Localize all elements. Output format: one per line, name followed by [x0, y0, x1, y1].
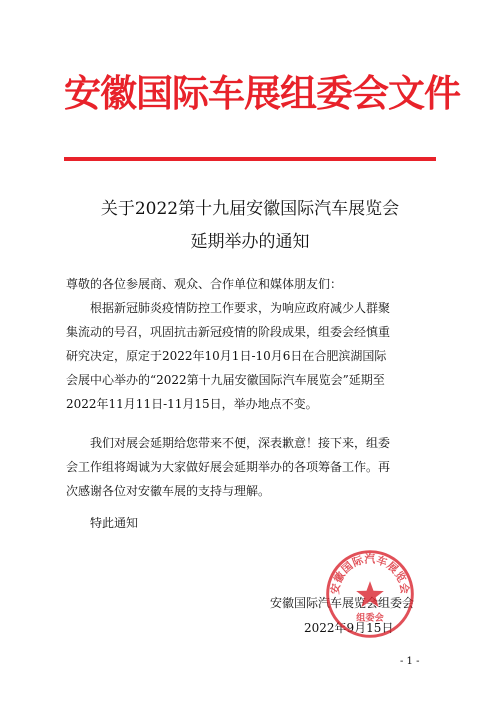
header-red-rule	[64, 157, 436, 161]
paragraph-line: 研究决定，原定于2022年10月1日-10月6日在合肥滨湖国际	[66, 349, 387, 363]
signature: 安徽国际汽车展览会组委会	[270, 596, 415, 610]
official-seal-icon	[324, 548, 416, 640]
page-number: - 1 -	[400, 656, 420, 667]
salutation: 尊敬的各位参展商、观众、合作单位和媒体朋友们：	[66, 277, 343, 291]
notice-title-line-2: 延期举办的通知	[190, 232, 310, 252]
issue-date: 2022年9月15日	[304, 621, 394, 635]
notice-title-line-1: 关于2022第十九届安徽国际汽车展览会	[100, 199, 400, 219]
closing-remark: 特此通知	[90, 516, 139, 530]
paragraph-line: 根据新冠肺炎疫情防控工作要求，为响应政府减少人群聚	[90, 301, 391, 315]
seal-center-text: 组委会	[356, 612, 384, 624]
seal-star-icon	[356, 581, 384, 607]
paragraph-line: 2022年11月11日-11月15日，举办地点不变。	[66, 397, 318, 411]
paragraph-1	[66, 296, 436, 416]
paragraph-line: 集流动的号召，巩固抗击新冠疫情的阶段成果，组委会经慎重	[66, 325, 391, 339]
paragraph-line: 会工作组将竭诚为大家做好展会延期举办的各项筹备工作。再	[66, 460, 391, 474]
paragraph-2	[66, 431, 436, 503]
paragraph-line: 次感谢各位对安徽车展的支持与理解。	[66, 484, 271, 498]
document-header-title: 安徽国际车展组委会文件	[64, 72, 460, 115]
seal-ring-text: 安徽国际汽车展览会	[329, 553, 411, 596]
paragraph-line: 我们对展会延期给您带来不便，深表歉意！接下来，组委	[90, 436, 391, 450]
paragraph-line: 会展中心举办的“2022第十九届安徽国际汽车展览会”延期至	[66, 373, 385, 387]
